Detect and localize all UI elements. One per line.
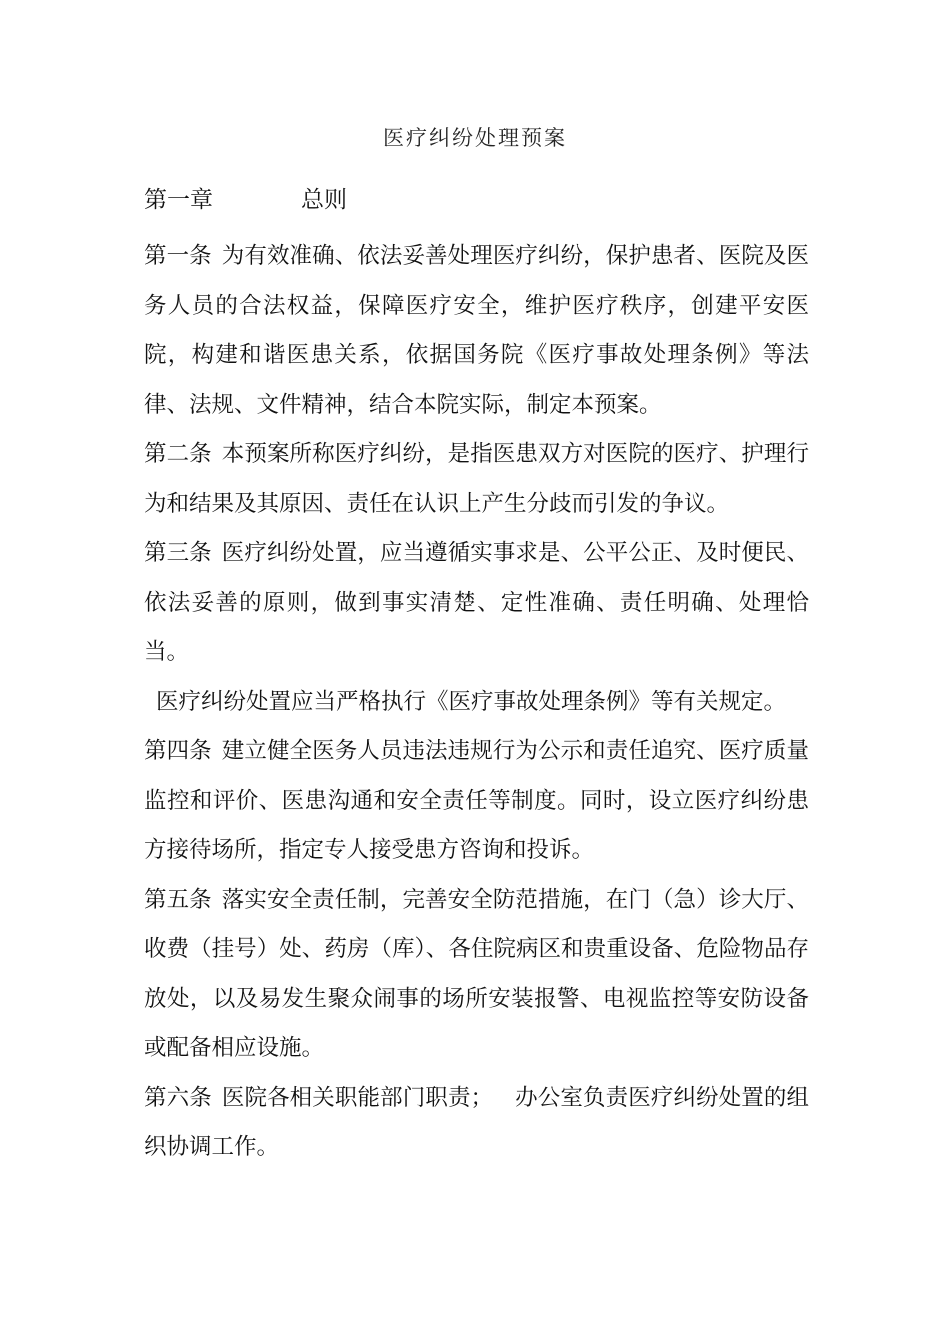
chapter-heading [144,184,347,216]
article-4 [144,727,809,876]
article-3 [144,529,809,678]
article-number: 第三条 [144,540,212,566]
article-1 [144,232,809,430]
article-number: 第一条 [144,243,212,269]
article-text: 为有效准确、依法妥善处理医疗纠纷，保护患者、医院及医务人员的合法权益，保障医疗安全，维护医疗秩序，创建平安医院，构建和谐医患关系，依据国务院《医疗事故处理条例》等法律、法规、文件精神，结合本院实际，制定本预案。 [144,243,809,418]
article-2 [144,430,809,529]
article-number: 第五条 [144,886,212,913]
article-3-continuation: 医疗纠纷处置应当严格执行《医疗事故处理条例》等有关规定。 [156,688,787,715]
article-text-part-b: 办公室负责医疗纠纷处置的组织协调工作。 [144,1084,809,1160]
article-text: 建立健全医务人员违法违规行为公示和责任追究、医疗质量监控和评价、医患沟通和安全责任等制度。同时，设立医疗纠纷患方接待场所，指定专人接受患方咨询和投诉。 [144,738,809,863]
article-text: 医疗纠纷处置，应当遵循实事求是、公平公正、及时便民、依法妥善的原则，做到事实清楚、定性准确、责任明确、处理恰当。 [144,540,809,665]
chapter-name: 总则 [301,187,347,213]
article-text: 落实安全责任制，完善安全防范措施，在门（急）诊大厅、收费（挂号）处、药房（库）、各住院病区和贵重设备、危险物品存放处，以及易发生聚众闹事的场所安装报警、电视监控等安防设备或配备相应设施。 [144,886,809,1061]
document-body [144,232,809,1173]
article-number: 第二条 [144,441,212,467]
article-5 [144,876,809,1074]
article-number: 第四条 [144,738,212,764]
article-number: 第六条 [144,1084,212,1111]
article-text-part-a: 医院各相关职能部门职责； [221,1084,494,1111]
article-text: 本预案所称医疗纠纷，是指医患双方对医院的医疗、护理行为和结果及其原因、责任在认识上产生分歧而引发的争议。 [144,441,809,517]
chapter-number: 第一章 [144,187,213,213]
document-title: 医疗纠纷处理预案 [383,126,567,150]
article-6 [144,1074,809,1173]
